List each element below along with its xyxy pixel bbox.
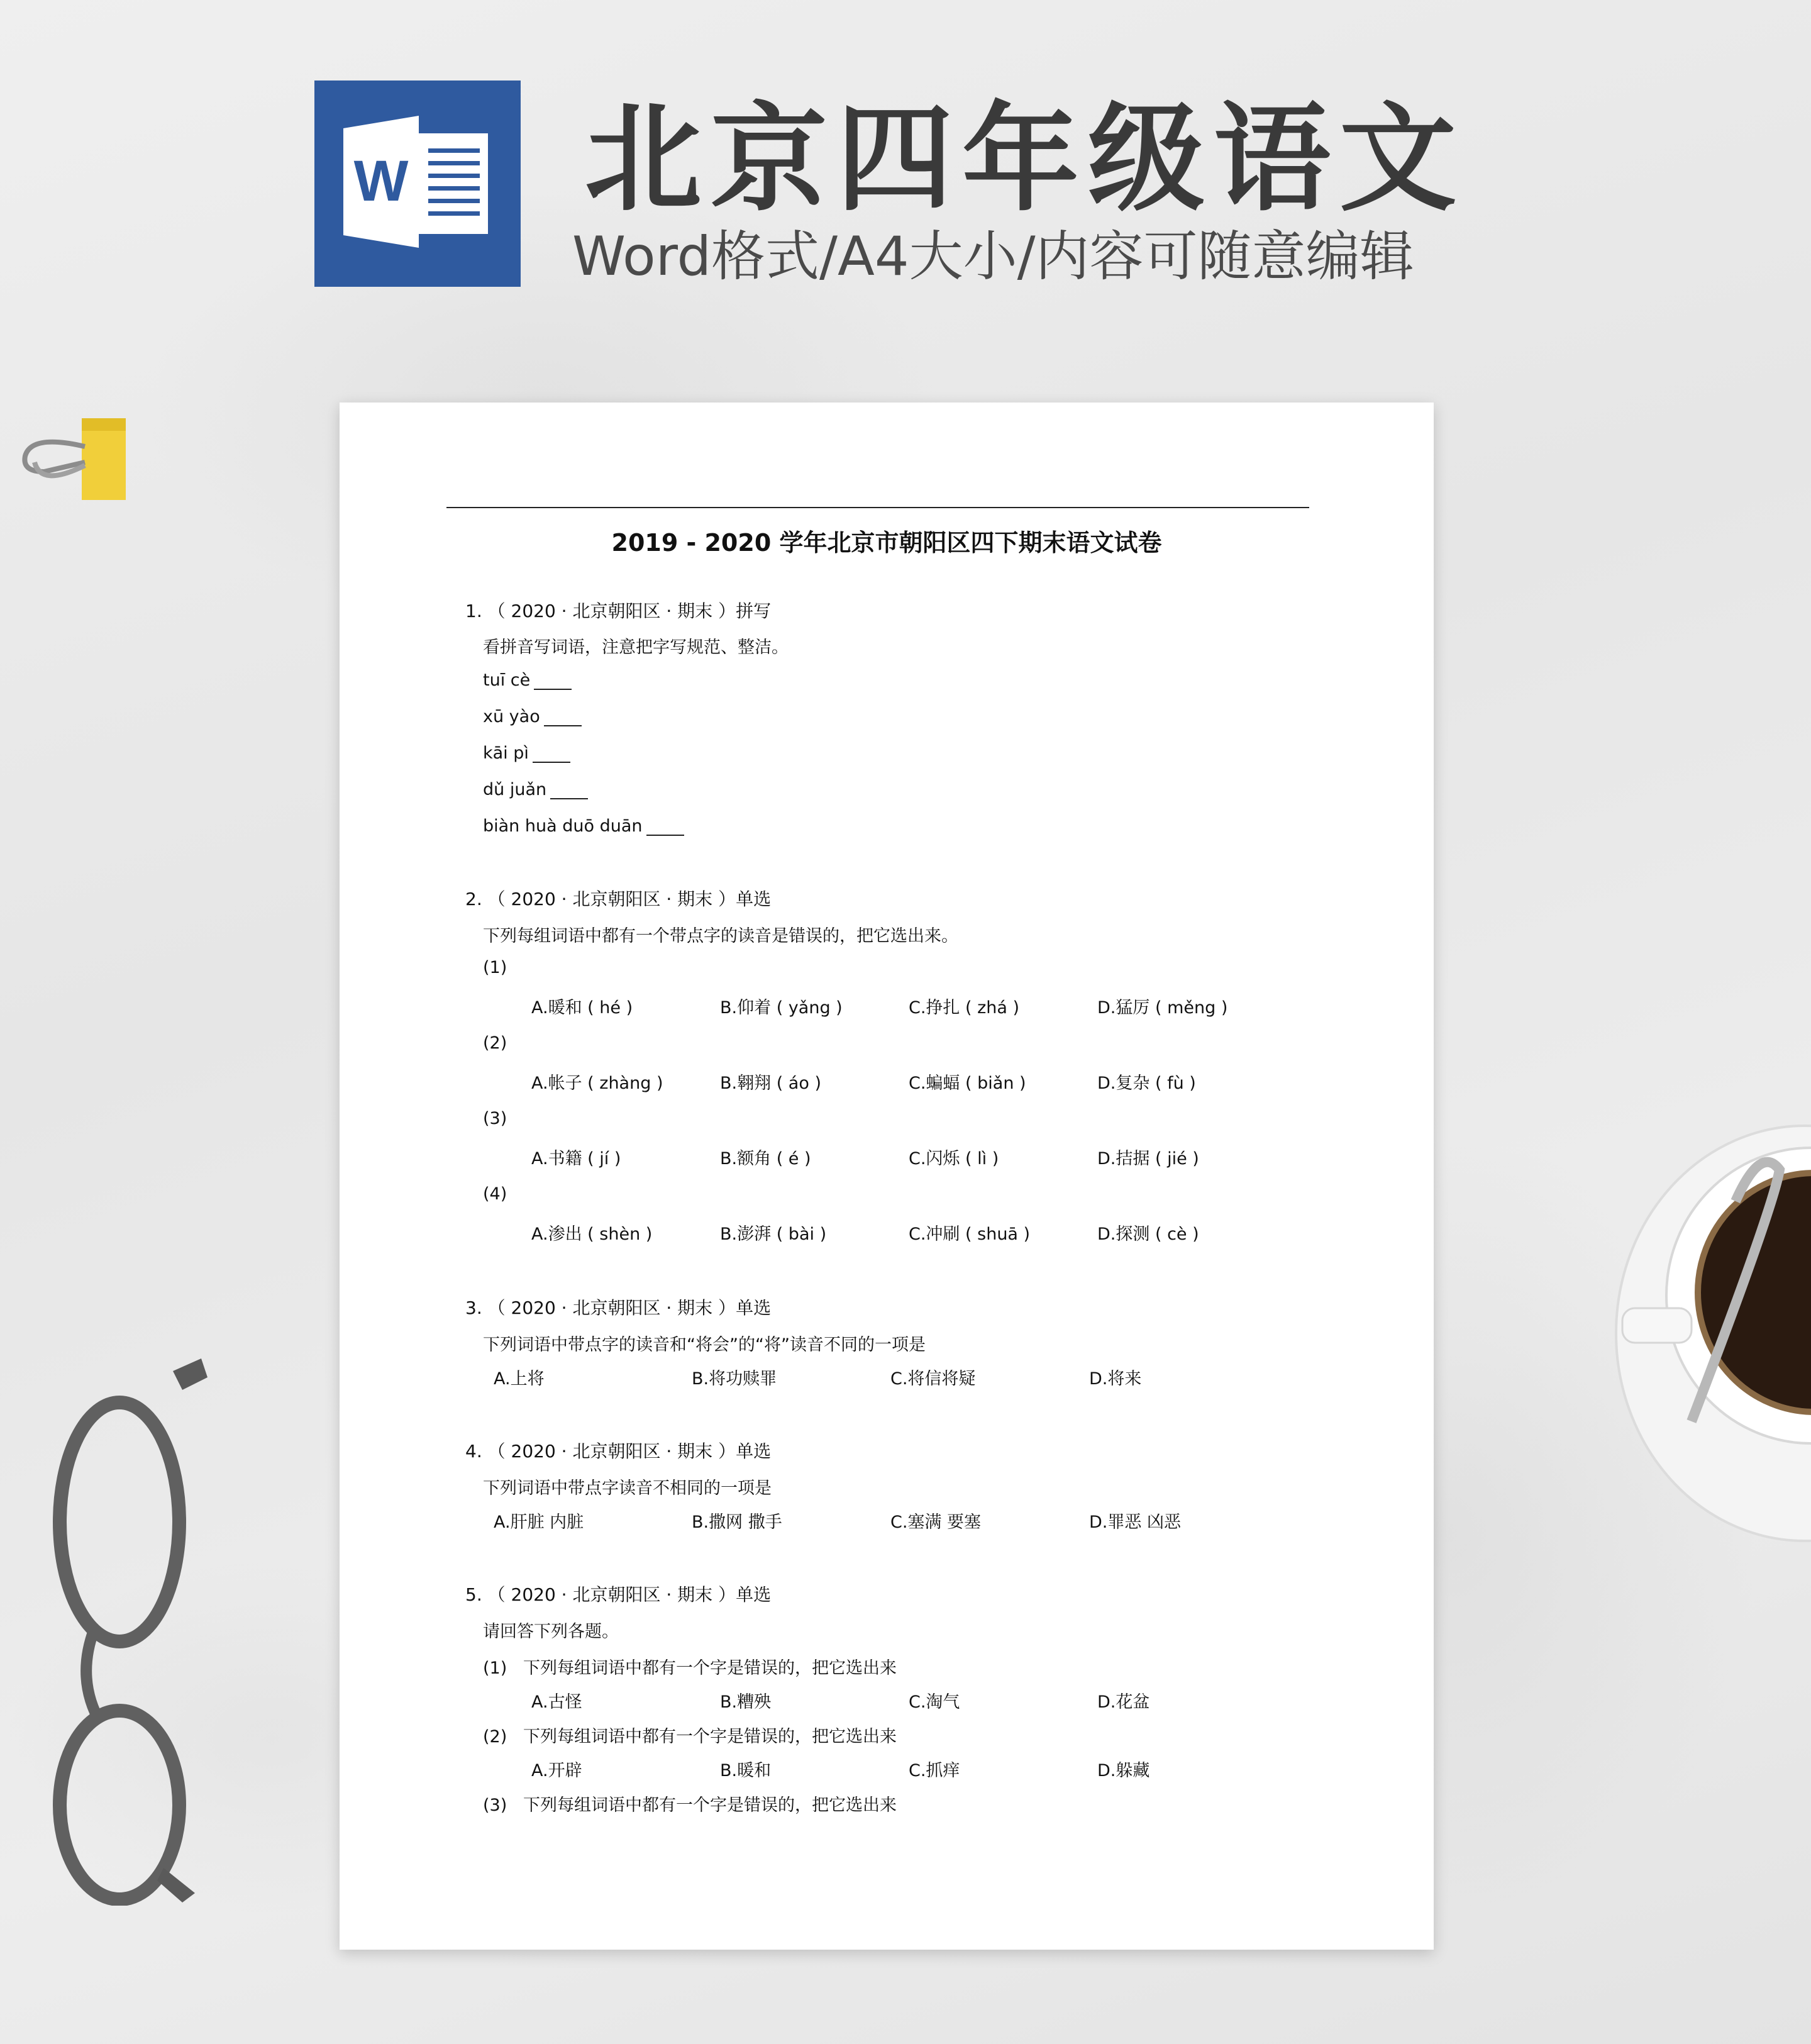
q3-option: A.上将 [494, 1369, 545, 1389]
eyeglasses-icon [50, 1352, 239, 1906]
q5-option: C.淘气 [909, 1692, 960, 1712]
q1-item: xū yào [483, 707, 582, 726]
q5-option: B.糟殃 [720, 1692, 772, 1712]
q2-option: C.蝙蝠 ( biǎn ) [909, 1074, 1026, 1093]
q2-option: D.猛厉 ( měng ) [1097, 998, 1228, 1018]
q2-instruction: 下列每组词语中都有一个带点字的读音是错误的，把它选出来。 [483, 926, 958, 946]
q3-heading: 3. （ 2020 · 北京朝阳区 · 期末 ）单选 [465, 1297, 772, 1318]
q4-option: B.撒网 撒手 [692, 1513, 782, 1532]
banner-title: 北京四年级语文 [585, 91, 1466, 227]
q3-option: D.将来 [1089, 1369, 1142, 1389]
q4-option: A.肝脏 内脏 [494, 1513, 584, 1532]
q5-option: A.古怪 [531, 1692, 582, 1712]
q2-option: B.额角 ( é ) [720, 1149, 811, 1169]
q5-option: B.暖和 [720, 1761, 772, 1780]
q5-option: C.抓痒 [909, 1761, 960, 1780]
q1-instruction: 看拼音写词语，注意把字写规范、整洁。 [483, 638, 789, 657]
q2-option: A.帐子 ( zhàng ) [531, 1074, 663, 1093]
q2-option: D.复杂 ( fù ) [1097, 1074, 1196, 1093]
q5-sub: (2) 下列每组词语中都有一个字是错误的，把它选出来 [483, 1727, 897, 1747]
q5-option: D.花盆 [1097, 1692, 1150, 1712]
q2-option: C.闪烁 ( lì ) [909, 1149, 999, 1169]
q5-option: A.开辟 [531, 1761, 582, 1780]
header-rule [446, 507, 1309, 508]
q2-option: D.拮据 ( jié ) [1097, 1149, 1199, 1169]
q3-option: C.将信将疑 [890, 1369, 976, 1389]
q5-sub: (1) 下列每组词语中都有一个字是错误的，把它选出来 [483, 1658, 897, 1678]
q1-item: biàn huà duō duān [483, 816, 684, 836]
exam-title: 2019 - 2020 学年北京市朝阳区四下期末语文试卷 [611, 529, 1162, 557]
q5-sub: (3) 下列每组词语中都有一个字是错误的，把它选出来 [483, 1796, 897, 1815]
q2-option: C.挣扎 ( zhá ) [909, 998, 1020, 1018]
q2-group-label: (1) [483, 958, 507, 977]
q3-instruction: 下列词语中带点字的读音和“将会”的“将”读音不同的一项是 [483, 1335, 926, 1355]
q4-option: C.塞满 要塞 [890, 1513, 982, 1532]
q2-option: A.渗出 ( shèn ) [531, 1225, 653, 1244]
coffee-cup-icon [1597, 1107, 1811, 1560]
q1-item: tuī cè [483, 670, 572, 690]
q5-heading: 5. （ 2020 · 北京朝阳区 · 期末 ）单选 [465, 1584, 772, 1605]
q2-group-label: (2) [483, 1033, 507, 1053]
svg-text:W: W [353, 149, 409, 213]
q2-option: A.书籍 ( jí ) [531, 1149, 621, 1169]
exam-paper [340, 403, 1434, 1950]
q2-heading: 2. （ 2020 · 北京朝阳区 · 期末 ）单选 [465, 889, 772, 909]
q2-group-label: (4) [483, 1184, 507, 1204]
word-document-icon [343, 116, 492, 248]
q2-option: B.翱翔 ( áo ) [720, 1074, 821, 1093]
q2-option: B.仰着 ( yǎng ) [720, 998, 843, 1018]
q1-item: dǔ juǎn [483, 780, 588, 799]
q3-option: B.将功赎罪 [692, 1369, 777, 1389]
q5-option: D.躲藏 [1097, 1761, 1150, 1780]
q4-option: D.罪恶 凶恶 [1089, 1513, 1181, 1532]
q4-instruction: 下列词语中带点字读音不相同的一项是 [483, 1479, 772, 1498]
binder-clip-icon [19, 412, 132, 506]
q1-heading: 1. （ 2020 · 北京朝阳区 · 期末 ）拼写 [465, 601, 772, 621]
q2-option: C.冲刷 ( shuā ) [909, 1225, 1031, 1244]
banner-subtitle: Word格式/A4大小/内容可随意编辑 [572, 225, 1414, 288]
q2-option: A.暖和 ( hé ) [531, 998, 633, 1018]
word-logo-icon [314, 81, 521, 287]
q5-instruction: 请回答下列各题。 [483, 1622, 619, 1641]
q2-option: B.澎湃 ( bài ) [720, 1225, 827, 1244]
q4-heading: 4. （ 2020 · 北京朝阳区 · 期末 ）单选 [465, 1441, 772, 1462]
q2-group-label: (3) [483, 1109, 507, 1128]
q1-item: kāi pì [483, 743, 570, 763]
q2-option: D.探测 ( cè ) [1097, 1225, 1199, 1244]
